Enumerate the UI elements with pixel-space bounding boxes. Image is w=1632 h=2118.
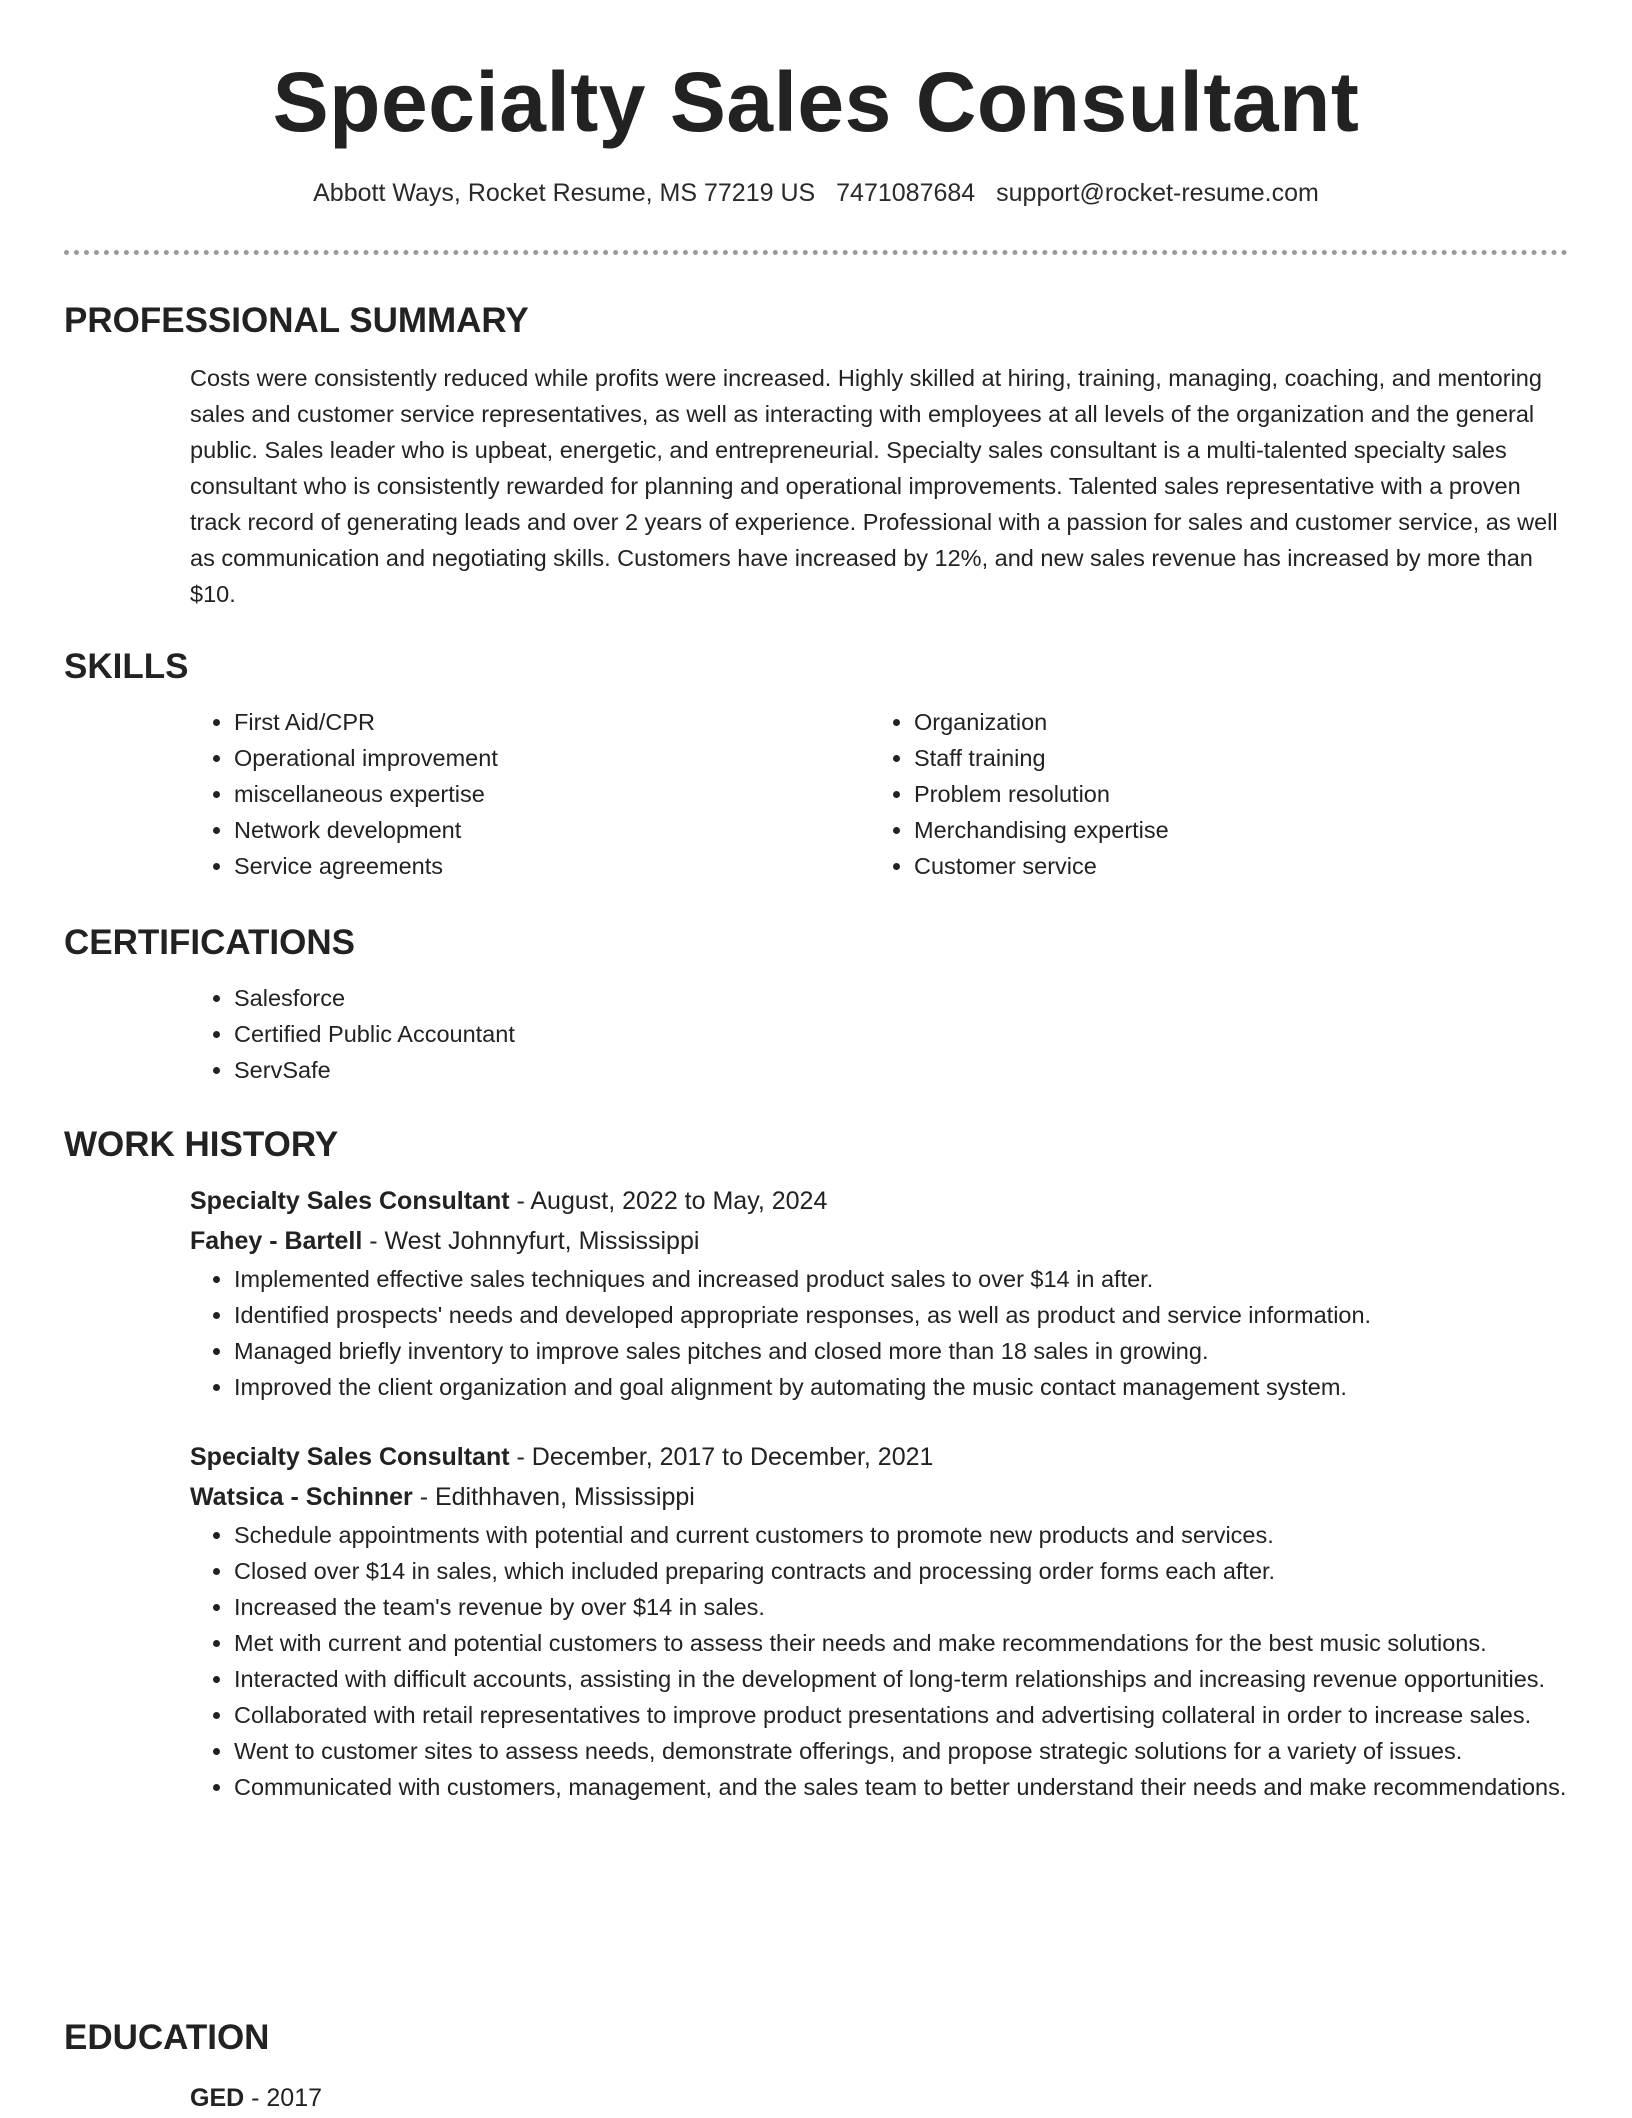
skill-item: • Operational improvement (234, 740, 870, 776)
contact-address: Abbott Ways, Rocket Resume, MS 77219 US (313, 179, 816, 207)
job-bullet: • Closed over $14 in sales, which included preparing contracts and processing order forms each after. (234, 1553, 1568, 1589)
section-title: PROFESSIONAL SUMMARY (64, 301, 529, 340)
job-bullet: • Implemented effective sales techniques and increased product sales to over $14 in after. (234, 1261, 1568, 1297)
job-role: Specialty Sales Consultant (190, 1443, 510, 1471)
skill-item: • Service agreements (234, 848, 870, 884)
candidate-name: Specialty Sales Consultant (272, 55, 1360, 149)
skill-item: • miscellaneous expertise (234, 776, 870, 812)
contact-phone: 7471087684 (836, 179, 976, 207)
job-dates: - December, 2017 to December, 2021 (509, 1443, 934, 1471)
resume-header (64, 52, 1568, 210)
contact-line (64, 176, 1568, 210)
certifications-list-wrap (190, 980, 1568, 1088)
education-entry (190, 2078, 1568, 2118)
certifications-section (64, 921, 1568, 1088)
job-role: Specialty Sales Consultant (190, 1187, 510, 1215)
certification-item: • ServSafe (234, 1052, 1568, 1088)
job-entry (190, 1437, 1568, 1805)
job-company-line (190, 1221, 1568, 1261)
job-company: Watsica - Schinner (190, 1483, 413, 1511)
job-bullet: • Identified prospects' needs and developed appropriate responses, as well as product and service information. (234, 1297, 1568, 1333)
job-company: Fahey - Bartell (190, 1227, 363, 1255)
section-title: WORK HISTORY (64, 1125, 339, 1164)
skill-item: • Customer service (914, 848, 1550, 884)
job-bullet: • Schedule appointments with potential and current customers to promote new products and services. (234, 1517, 1568, 1553)
job-company-line (190, 1477, 1568, 1517)
job-location: - Edithhaven, Mississippi (412, 1483, 695, 1511)
section-title: CERTIFICATIONS (64, 923, 356, 962)
certification-item: • Salesforce (234, 980, 1568, 1016)
summary-text: Costs were consistently reduced while profits were increased. Highly skilled at hiring, training, managing, coaching, and mentoring sales and customer service representatives, as well as interacting with employees at all levels of the organization and the general public. Sales leader who is upbeat, energetic, and entrepreneurial. Specialty sales consultant is a multi-talented specialty sales consultant who is consistently rewarded for planning and operational improvements. Talented sales representative with a proven track record of generating leads and over 2 years of experience. Professional with a passion for sales and customer service, as well as communication and negotiating skills. Customers have increased by 12%, and new sales revenue has increased by more than $10. (190, 365, 1558, 607)
skills-grid (190, 704, 1568, 884)
job-bullet: • Communicated with customers, management, and the sales team to better understand their needs and make recommendations. (234, 1769, 1568, 1805)
certification-item: • Certified Public Accountant (234, 1016, 1568, 1052)
job-bullet: • Managed briefly inventory to improve sales pitches and closed more than 18 sales in growing. (234, 1333, 1568, 1369)
job-bullet: • Collaborated with retail representatives to improve product presentations and advertising collateral in order to increase sales. (234, 1697, 1568, 1733)
job-entry (190, 1181, 1568, 1405)
skill-item: • Merchandising expertise (914, 812, 1550, 848)
education-degree: GED (190, 2084, 245, 2112)
skill-item: • Problem resolution (914, 776, 1550, 812)
skill-item: • Network development (234, 812, 870, 848)
job-bullet: • Improved the client organization and goal alignment by automating the music contact management system. (234, 1369, 1568, 1405)
education-year: - 2017 (244, 2084, 323, 2112)
job-dates: - August, 2022 to May, 2024 (509, 1187, 828, 1215)
summary-section (64, 299, 1568, 612)
job-title-line (190, 1437, 1568, 1477)
job-title-line (190, 1181, 1568, 1221)
work-history-section (64, 1123, 1568, 1805)
job-location: - West Johnnyfurt, Mississippi (362, 1227, 700, 1255)
skill-item: • Staff training (914, 740, 1550, 776)
skills-column-right (870, 704, 1550, 884)
skills-section (64, 645, 1568, 884)
skill-item: • Organization (914, 704, 1550, 740)
job-bullet: • Met with current and potential customers to assess their needs and make recommendations for the best music solutions. (234, 1625, 1568, 1661)
education-section (64, 2016, 1568, 2118)
job-bullet: • Interacted with difficult accounts, assisting in the development of long-term relationships and increasing revenue opportunities. (234, 1661, 1568, 1697)
contact-email: support@rocket-resume.com (996, 179, 1319, 207)
job-bullets (190, 1261, 1568, 1405)
certifications-list (190, 980, 1568, 1088)
header-divider (64, 250, 1568, 255)
job-bullets (190, 1517, 1568, 1805)
section-title: SKILLS (64, 647, 189, 686)
section-title: EDUCATION (64, 2018, 270, 2057)
skills-column-left (190, 704, 870, 884)
job-bullet: • Increased the team's revenue by over $14 in sales. (234, 1589, 1568, 1625)
job-bullet: • Went to customer sites to assess needs, demonstrate offerings, and propose strategic solutions for a variety of issues. (234, 1733, 1568, 1769)
jobs-list (190, 1181, 1568, 1805)
skill-item: • First Aid/CPR (234, 704, 870, 740)
